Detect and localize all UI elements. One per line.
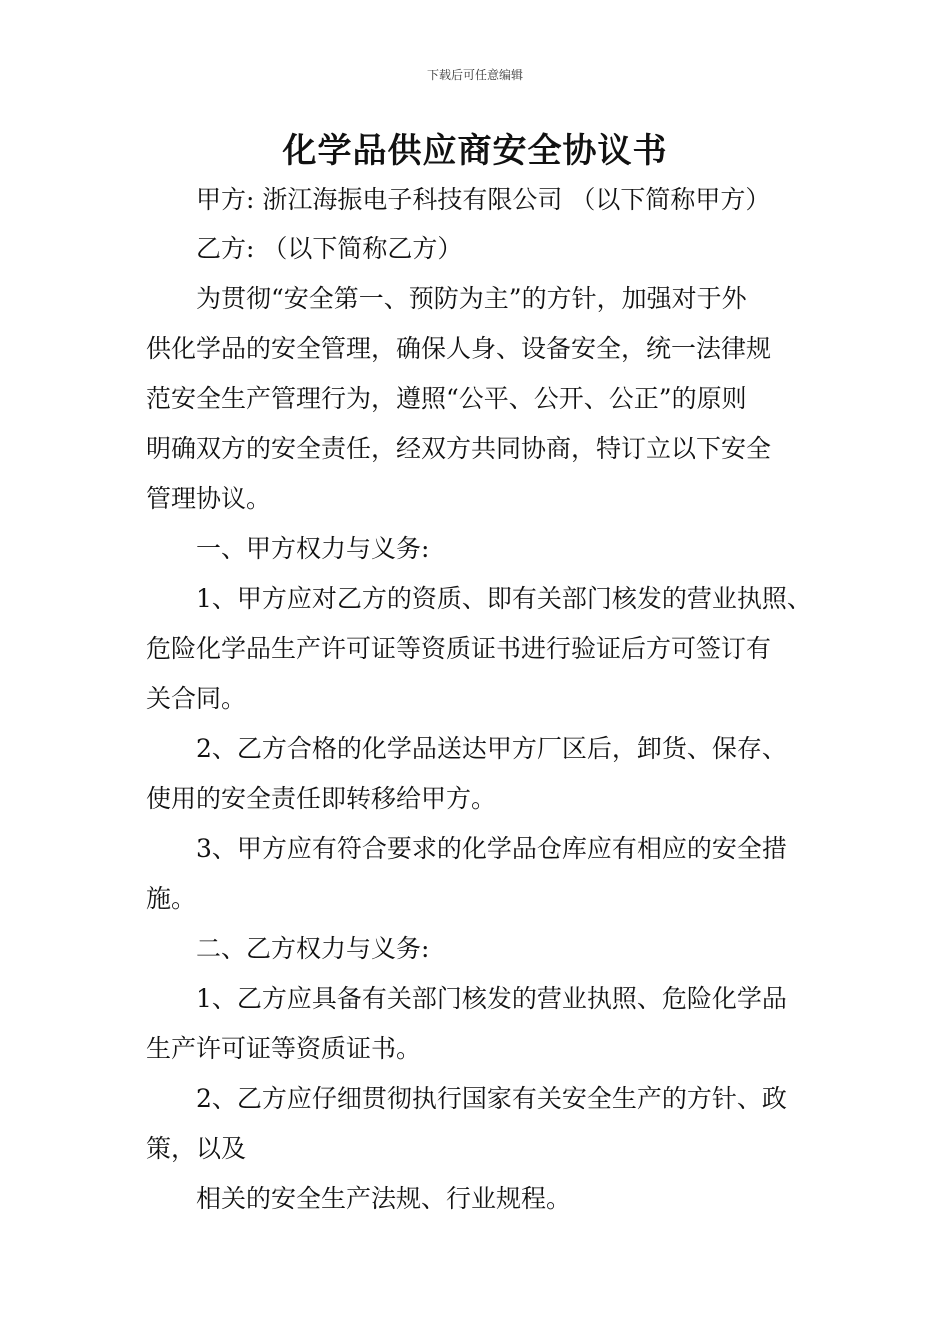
clause-line: 危险化学品生产许可证等资质证书进行验证后方可签订有: [146, 634, 772, 663]
intro-paragraph-line: 为贯彻“安全第一、预防为主”的方针，加强对于外: [196, 284, 747, 313]
party-b-line: 乙方: （以下简称乙方）: [196, 234, 463, 263]
section-heading-party-a: 一、甲方权力与义务:: [196, 534, 430, 563]
clause-line: 1、乙方应具备有关部门核发的营业执照、危险化学品: [196, 984, 787, 1013]
intro-paragraph-line: 供化学品的安全管理，确保人身、设备安全，统一法律规: [146, 334, 772, 363]
clause-line: 2、乙方应仔细贯彻执行国家有关安全生产的方针、政: [196, 1084, 787, 1113]
clause-line: 2、乙方合格的化学品送达甲方厂区后，卸货、保存、: [196, 734, 787, 763]
clause-line: 1、甲方应对乙方的资质、即有关部门核发的营业执照、: [196, 584, 812, 613]
clause-line: 生产许可证等资质证书。: [146, 1034, 422, 1063]
intro-paragraph-line: 管理协议。: [146, 484, 272, 513]
document-title: 化学品供应商安全协议书: [282, 131, 668, 171]
party-a-line: 甲方: 浙江海振电子科技有限公司 （以下简称甲方）: [196, 185, 771, 214]
clause-line: 相关的安全生产法规、行业规程。: [196, 1184, 572, 1213]
intro-paragraph-line: 范安全生产管理行为，遵照“公平、公开、公正”的原则: [146, 384, 747, 413]
clause-line: 关合同。: [146, 684, 247, 713]
section-heading-party-b: 二、乙方权力与义务:: [196, 934, 430, 963]
intro-paragraph-line: 明确双方的安全责任，经双方共同协商，特订立以下安全: [146, 434, 772, 463]
page-header-note: 下载后可任意编辑: [426, 68, 523, 82]
clause-line: 3、甲方应有符合要求的化学品仓库应有相应的安全措: [196, 834, 787, 863]
clause-line: 策，以及: [146, 1134, 247, 1163]
clause-line: 使用的安全责任即转移给甲方。: [146, 784, 497, 813]
clause-line: 施。: [146, 884, 197, 913]
